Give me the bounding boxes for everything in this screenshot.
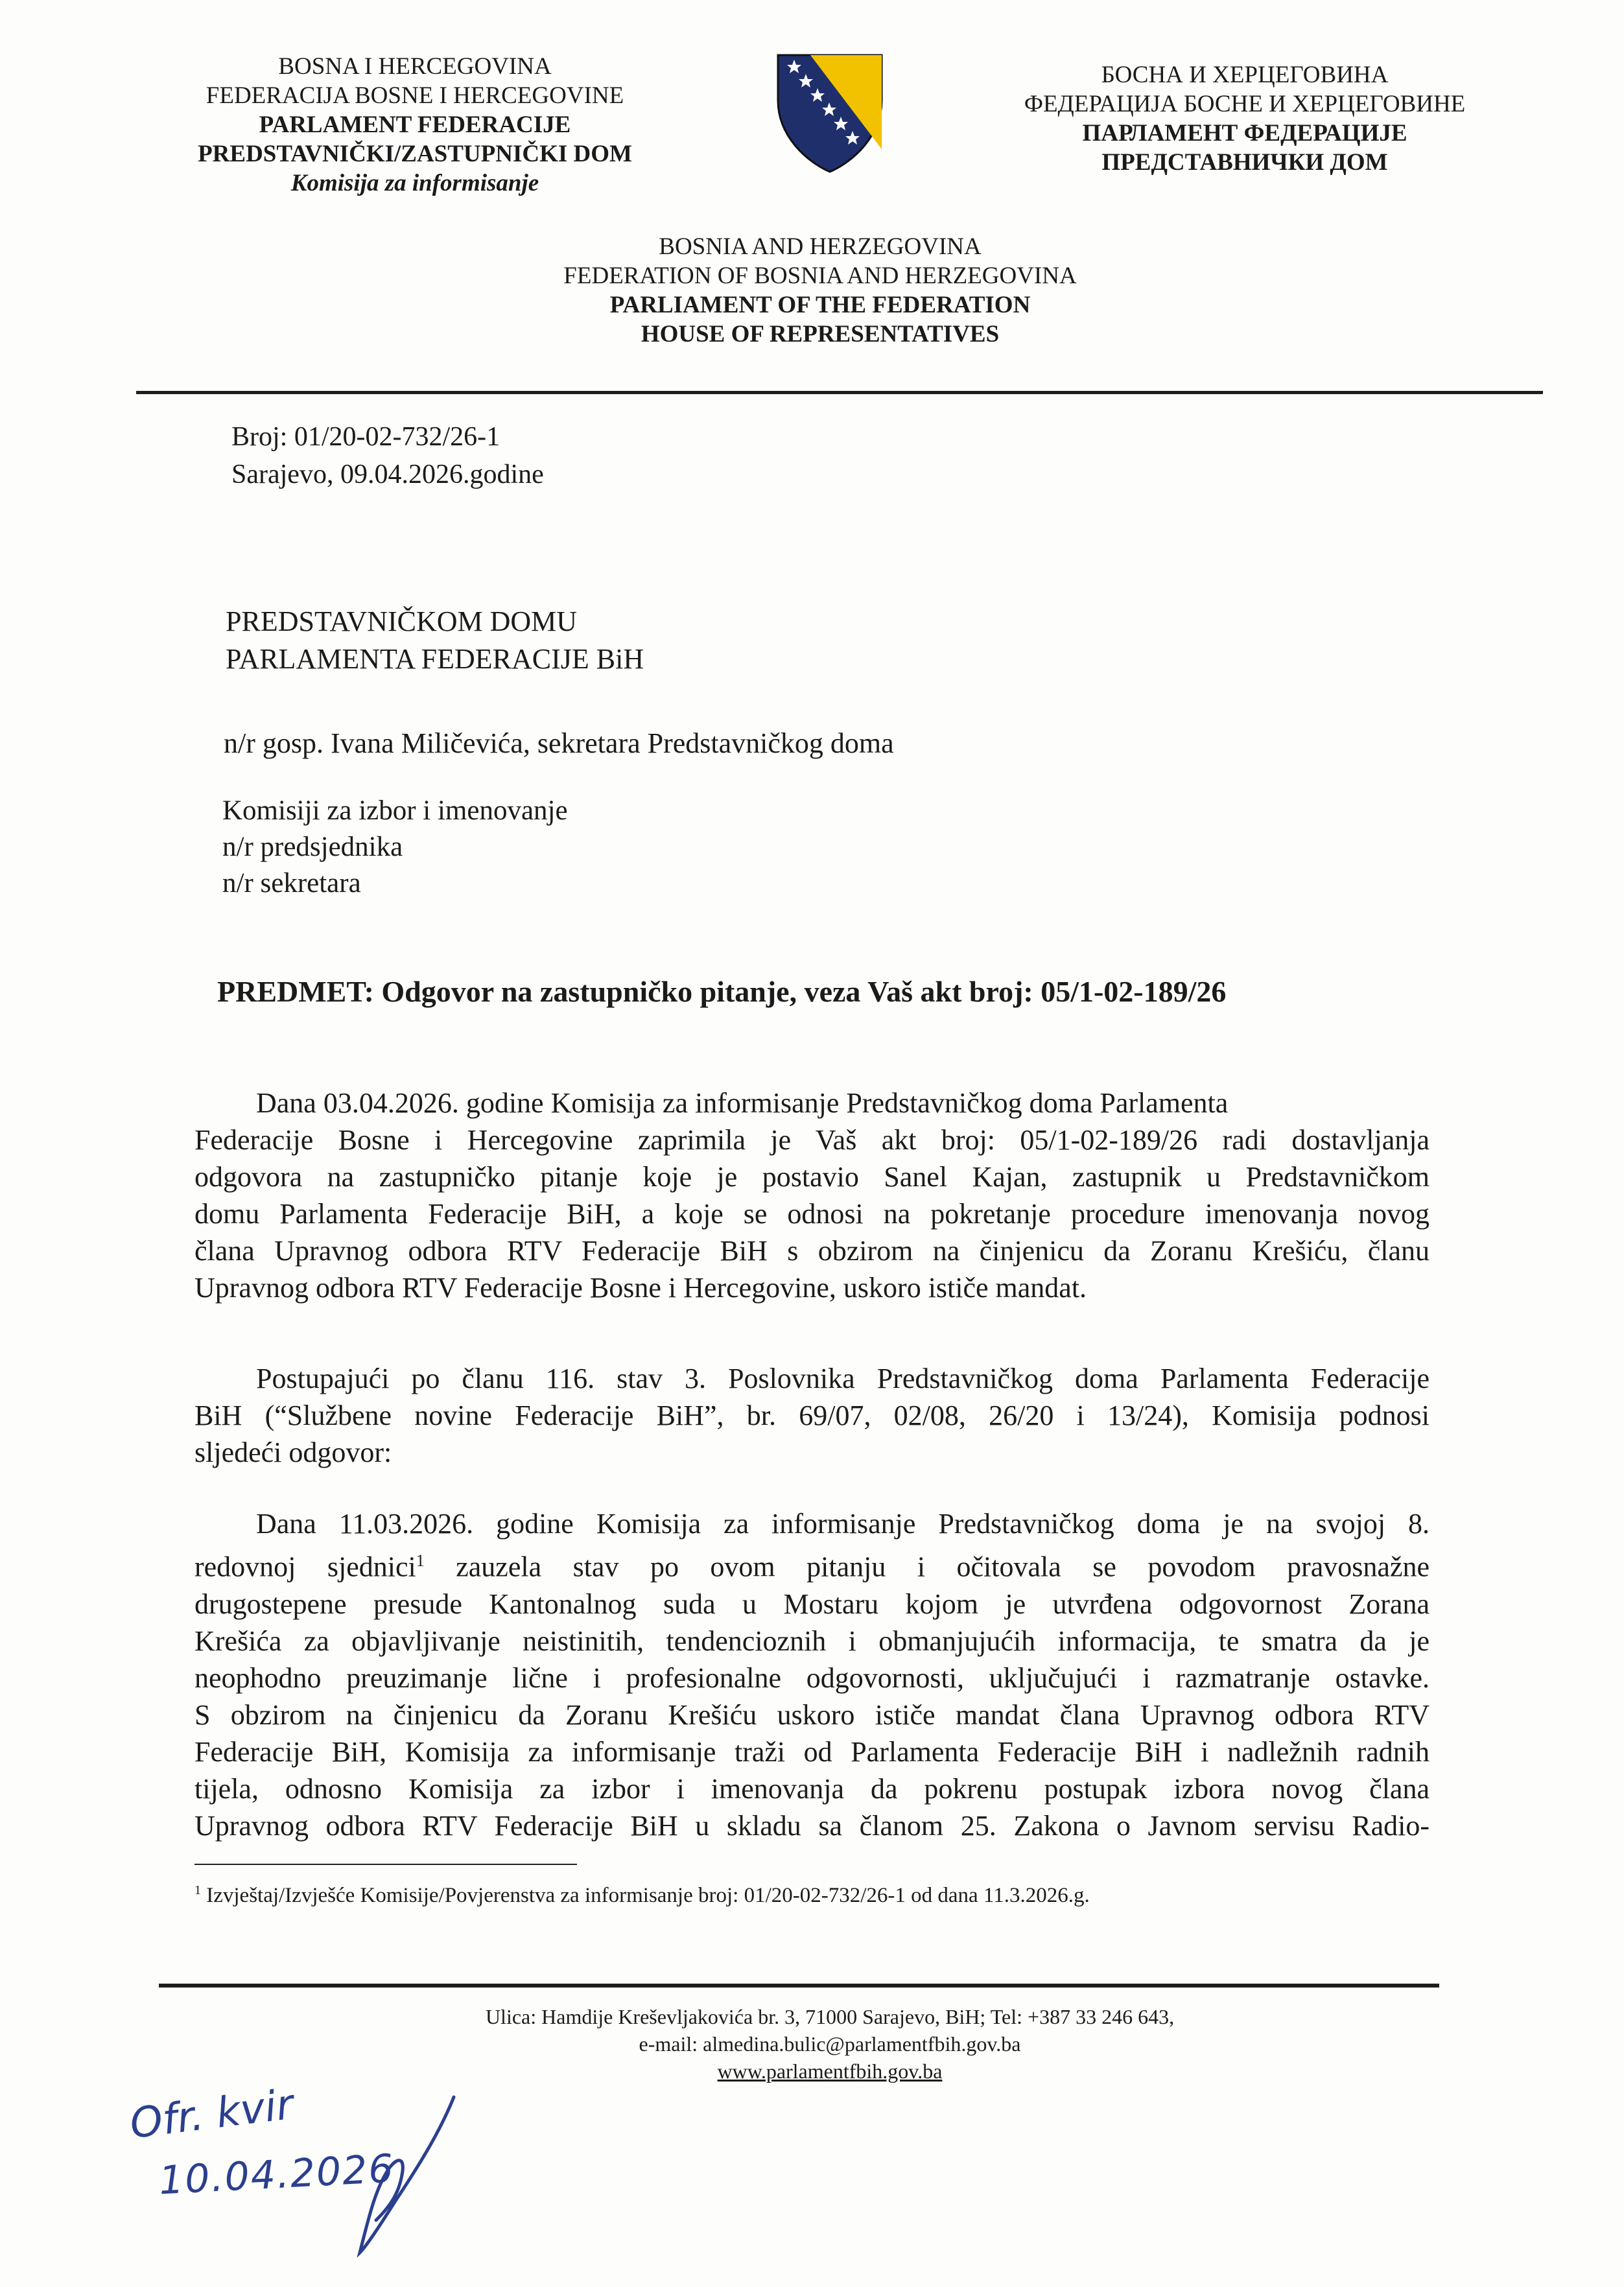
paragraph-3-line-with-note <box>194 1542 1430 1586</box>
paragraph-3 <box>194 1505 1430 1844</box>
committee-block <box>222 793 568 902</box>
paragraph-1-line: Dana 03.04.2026. godine Komisija za informisanje Predstavničkog doma Parlamenta <box>256 1087 1229 1119</box>
footer-block <box>324 2003 1336 2085</box>
header-left-block <box>156 52 674 198</box>
committee-attn-secretary: n/r sekretara <box>222 868 361 898</box>
addressee-attention: n/r gosp. Ivana Miličevića, sekretara Predstavničkog doma <box>224 727 894 759</box>
header-right-house: ПРЕДСТАВНИЧКИ ДОМ <box>1101 149 1388 176</box>
header-right-parliament: ПАРЛАМЕНТ ФЕДЕРАЦИЈЕ <box>1082 120 1407 147</box>
header-divider <box>136 391 1543 394</box>
addressee-block <box>226 603 644 678</box>
signature-icon <box>350 2091 467 2259</box>
handwritten-line-2: 10.04.2026 <box>158 2146 396 2204</box>
committee-attn-president: n/r predsjednika <box>222 832 403 862</box>
footnote-reference[interactable]: 1 <box>416 1551 425 1570</box>
paragraph-1-line: Federacije Bosne i Hercegovine zaprimila je Vaš akt broj: 05/1-02-189/26 radi dostavljanja <box>194 1124 1430 1156</box>
paragraph-3-line: neophodno preuzimanje lične i profesionalne odgovornosti, uključujući i razmatranje ostavke. <box>194 1661 1430 1694</box>
header-right-country: БОСНА И ХЕРЦЕГОВИНА <box>1101 62 1389 88</box>
subject-line: PREDMET: Odgovor na zastupničko pitanje, veza Vaš akt broj: 05/1-02-189/26 <box>217 975 1227 1008</box>
paragraph-3-line: Krešića za objavljivanje neistinitih, tendencioznih i obmanjujućih informacija, te smatra da je <box>194 1624 1430 1657</box>
paragraph-1 <box>194 1085 1430 1121</box>
header-left-country: BOSNA I HERCEGOVINA <box>278 53 552 80</box>
paragraph-1-line: člana Upravnog odbora RTV Federacije BiH s obzirom na činjenicu da Zoranu Krešiću, članu <box>194 1235 1430 1267</box>
reference-place-date: Sarajevo, 09.04.2026.godine <box>231 460 544 489</box>
addressee-line-1: PREDSTAVNIČKOM DOMU <box>226 605 578 637</box>
header-left-house: PREDSTAVNIČKI/ZASTUPNIČKI DOM <box>198 141 632 167</box>
header-left-federation: FEDERACIJA BOSNE I HERCEGOVINE <box>206 82 624 109</box>
paragraph-2-last: sljedeći odgovor: <box>194 1437 392 1468</box>
paragraph-3-line: Upravnog odbora RTV Federacije BiH u skladu sa članom 25. Zakona o Javnom servisu Radio- <box>194 1809 1430 1842</box>
handwritten-note <box>127 2080 467 2259</box>
reference-number: Broj: 01/20-02-732/26-1 <box>231 422 500 452</box>
header-left-commission: Komisija za informisanje <box>290 170 539 196</box>
header-english-country: BOSNIA AND HERZEGOVINA <box>659 233 982 260</box>
footnote-divider <box>194 1864 577 1865</box>
coat-of-arms-icon <box>775 52 885 175</box>
handwritten-line-1: Ofr. kvir <box>127 2080 296 2149</box>
header-right-federation: ФЕДЕРАЦИЈА БОСНЕ И ХЕРЦЕГОВИНЕ <box>1024 91 1466 117</box>
paragraph-3-line: Dana 11.03.2026. godine Komisija za informisanje Predstavničkog doma je na svojoj 8. <box>256 1508 1430 1540</box>
addressee-line-2: PARLAMENTA FEDERACIJE BiH <box>226 643 644 675</box>
paragraph-1-line: odgovora na zastupničko pitanje koje je postavio Sanel Kajan, zastupnik u Predstavničkom <box>194 1161 1430 1193</box>
header-left-parliament: PARLAMENT FEDERACIJE <box>259 111 571 138</box>
footer-address: Ulica: Hamdije Kreševljakovića br. 3, 71000 Sarajevo, BiH; Tel: +387 33 246 643, <box>485 2005 1175 2028</box>
paragraph-1-line: domu Parlamenta Federacije BiH, a koje se odnosi na pokretanje procedure imenovanja novog <box>194 1198 1430 1230</box>
footer-divider <box>159 1984 1439 1988</box>
paragraph-3-fragment: zauzela stav po ovom pitanju i očitovala se povodom pravosnažne <box>424 1551 1430 1583</box>
paragraph-2-line: BiH (“Službene novine Federacije BiH”, br. 69/07, 02/08, 26/20 i 13/24), Komisija podnosi <box>194 1400 1430 1431</box>
paragraph-3-line: Federacije BiH, Komisija za informisanje traži od Parlamenta Federacije BiH i nadležnih radnih <box>194 1735 1430 1768</box>
header-english-block <box>493 232 1147 349</box>
header-english-house: HOUSE OF REPRESENTATIVES <box>641 321 1000 347</box>
header-right-block <box>966 60 1524 177</box>
paragraph-1-last: Upravnog odbora RTV Federacije Bosne i Hercegovine, uskoro ističe mandat. <box>194 1272 1087 1304</box>
committee-name: Komisiji za izbor i imenovanje <box>222 795 568 826</box>
paragraph-3-line: tijela, odnosno Komisija za izbor i imenovanja da pokrenu postupak izbora novog člana <box>194 1772 1430 1805</box>
paragraph-3-fragment: redovnoj sjednici <box>194 1551 416 1583</box>
paragraph-3-line: S obzirom na činjenicu da Zoranu Krešiću uskoro ističe mandat člana Upravnog odbora RTV <box>194 1698 1430 1731</box>
header-english-federation: FEDERATION OF BOSNIA AND HERZEGOVINA <box>563 263 1077 289</box>
footnote-mark: 1 <box>194 1883 201 1897</box>
footer-email[interactable]: e-mail: almedina.bulic@parlamentfbih.gov.ba <box>639 2032 1021 2056</box>
paragraph-2 <box>194 1360 1430 1434</box>
footnote-text: Izvještaj/Izvješće Komisije/Povjerenstva za informisanje broj: 01/20-02-732/26-1 od dana 11.3.2026.g. <box>206 1884 1090 1907</box>
paragraph-2-line: Postupajući po članu 116. stav 3. Poslovnika Predstavničkog doma Parlamenta Federacije <box>256 1363 1430 1394</box>
paragraph-1-body <box>194 1121 1430 1269</box>
reference-block <box>231 418 544 493</box>
header-english-parliament: PARLIAMENT OF THE FEDERATION <box>609 292 1031 318</box>
footnote <box>194 1877 1090 1909</box>
footer-website[interactable]: www.parlamentfbih.gov.ba <box>717 2059 943 2083</box>
paragraph-3-line: drugostepene presude Kantonalnog suda u Mostaru kojom je utvrđena odgovornost Zorana <box>194 1588 1430 1620</box>
